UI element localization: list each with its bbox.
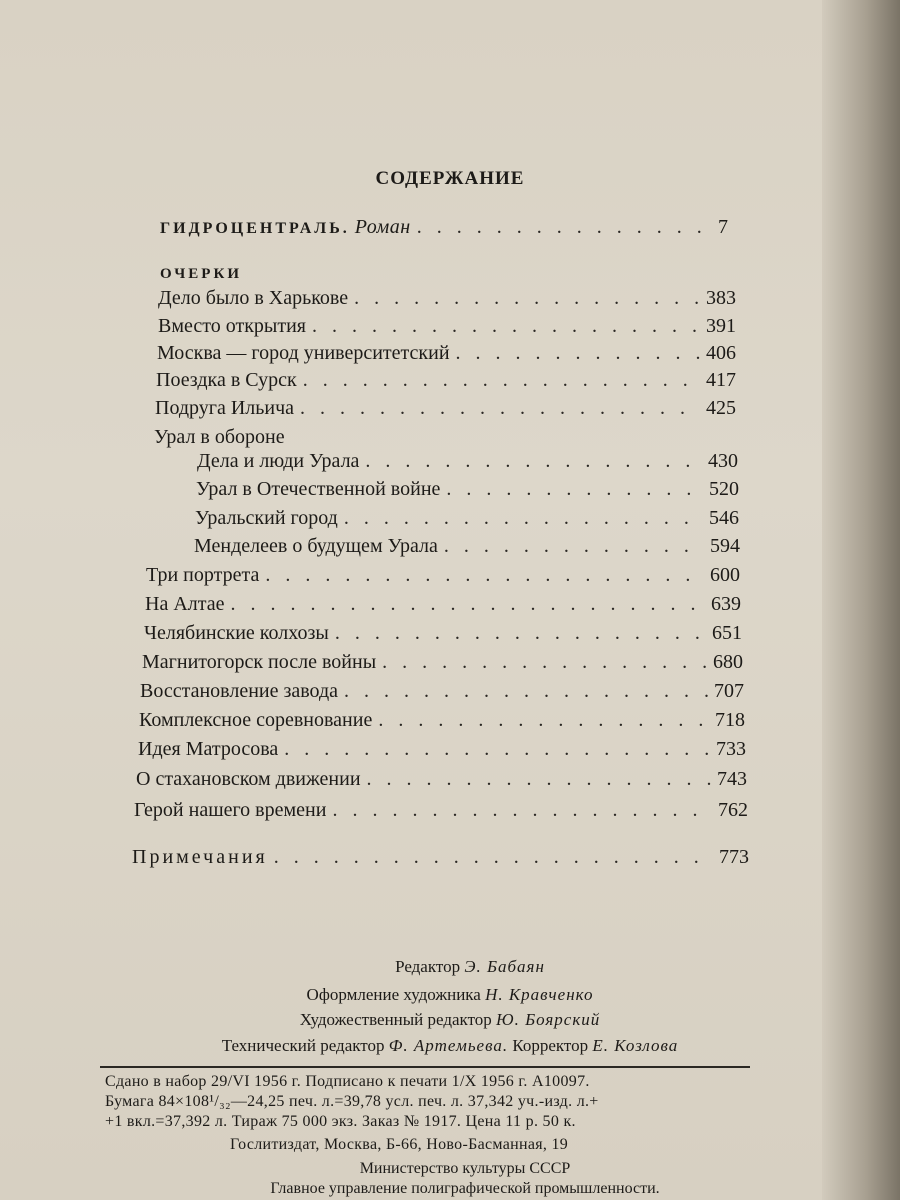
novel-genre: Роман <box>354 216 411 238</box>
dot-leader <box>446 478 703 501</box>
toc-row <box>157 342 736 370</box>
toc-title: О стахановском движении <box>136 768 361 790</box>
page-number: 680 <box>713 651 743 673</box>
page-number: 546 <box>709 507 739 529</box>
toc-title: Герой нашего времени <box>134 799 327 821</box>
dot-leader <box>417 216 712 239</box>
toc-row <box>142 651 743 679</box>
dot-leader <box>265 564 704 587</box>
dot-leader <box>274 846 713 869</box>
toc-title: Челябинские колхозы <box>144 622 329 644</box>
imprint-line: Сдано в набор 29/VI 1956 г. Подписано к печати 1/X 1956 г. А10097. <box>105 1073 590 1090</box>
credit-line: Технический редактор Ф. Артемьева. Корректор Е. Козлова <box>221 1036 679 1055</box>
toc-title: Вместо открытия <box>158 315 306 337</box>
toc-title: Идея Матросова <box>138 738 279 760</box>
dot-leader <box>312 315 700 338</box>
dot-leader <box>344 507 703 530</box>
toc-row <box>194 535 740 563</box>
dot-leader <box>365 450 702 473</box>
toc-row <box>144 622 742 650</box>
toc-row <box>156 369 736 397</box>
toc-row <box>146 564 740 592</box>
toc-title: Уральский город <box>195 507 338 529</box>
imprint-line: Министерство культуры СССР <box>359 1160 571 1177</box>
toc-row <box>136 768 747 796</box>
toc-row <box>140 680 744 708</box>
dot-leader <box>284 738 710 761</box>
toc-title: Подруга Ильича <box>155 397 295 419</box>
section-heading: ОЧЕРКИ <box>160 266 243 282</box>
imprint-line: Главное управление полиграфической промышленности. <box>270 1180 660 1197</box>
toc-row <box>139 709 745 737</box>
dot-leader <box>332 799 712 822</box>
credit-line: Художественный редактор Ю. Боярский <box>299 1010 601 1029</box>
imprint-line: +1 вкл.=37,392 л. Тираж 75 000 экз. Заказ № 1917. Цена 11 р. 50 к. <box>105 1113 576 1130</box>
toc-title: Дела и люди Урала <box>197 450 360 472</box>
dot-leader <box>344 680 708 703</box>
toc-title: Поездка в Сурск <box>156 369 297 391</box>
toc-title: Восстановление завода <box>140 680 339 702</box>
dot-leader <box>230 593 705 616</box>
show-through-text <box>110 58 810 138</box>
toc-row <box>158 287 736 315</box>
toc-title: Три портрета <box>146 564 260 586</box>
toc-title: Дело было в Харькове <box>158 287 349 309</box>
toc-title: На Алтае <box>145 593 225 615</box>
toc-row <box>197 450 738 478</box>
dot-leader <box>354 287 700 310</box>
toc-row <box>195 507 739 535</box>
page-number: 406 <box>706 342 736 364</box>
dot-leader <box>456 342 700 365</box>
imprint-line: Бумага 84×108¹/₃₂—24,25 печ. л.=39,78 усл. печ. л. 37,342 уч.-изд. л.+ <box>105 1093 599 1110</box>
toc-title: Менделеев о будущем Урала <box>194 535 438 557</box>
dot-leader <box>378 709 709 732</box>
page-number: 600 <box>710 564 740 586</box>
subsection-heading: Урал в обороне <box>154 426 285 448</box>
credit-line: Редактор Э. Бабаян <box>395 957 545 976</box>
toc-row <box>158 315 736 343</box>
toc-notes-row <box>132 846 749 874</box>
dot-leader <box>300 397 700 420</box>
imprint-line: Гослитиздат, Москва, Б-66, Ново-Басманная, 19 <box>230 1136 569 1153</box>
page-number: 425 <box>706 397 736 419</box>
dot-leader <box>382 651 707 674</box>
page-number: 733 <box>716 738 746 760</box>
toc-title: Москва — город университетский <box>157 342 450 364</box>
page-number: 430 <box>708 450 738 472</box>
page-number: 707 <box>714 680 744 702</box>
dot-leader <box>335 622 706 645</box>
toc-row <box>155 397 736 425</box>
toc-novel-row <box>160 216 728 244</box>
divider <box>100 1066 750 1068</box>
page-number: 7 <box>718 216 728 238</box>
page-number: 639 <box>711 593 741 615</box>
toc-title: Магнитогорск после войны <box>142 651 377 673</box>
toc-title: Комплексное соревнование <box>139 709 373 731</box>
dot-leader <box>444 535 704 558</box>
page-title: СОДЕРЖАНИЕ <box>375 168 525 189</box>
page-number: 762 <box>718 799 748 821</box>
page-number: 743 <box>717 768 747 790</box>
novel-title: ГИДРОЦЕНТРАЛЬ. <box>160 220 350 237</box>
credit-line: Оформление художника Н. Кравченко <box>306 985 594 1004</box>
toc-title: Урал в Отечественной войне <box>196 478 441 500</box>
page-number: 391 <box>706 315 736 337</box>
toc-row <box>196 478 739 506</box>
toc-row <box>145 593 741 621</box>
page-number: 383 <box>706 287 736 309</box>
toc-title: Примечания <box>132 846 268 868</box>
dot-leader <box>303 369 700 392</box>
page-number: 718 <box>715 709 745 731</box>
page-number: 520 <box>709 478 739 500</box>
toc-row <box>138 738 746 766</box>
toc-row <box>134 799 748 827</box>
page-number: 594 <box>710 535 740 557</box>
page-number: 417 <box>706 369 736 391</box>
page-number: 651 <box>712 622 742 644</box>
page-number: 773 <box>719 846 749 868</box>
dot-leader <box>367 768 711 791</box>
